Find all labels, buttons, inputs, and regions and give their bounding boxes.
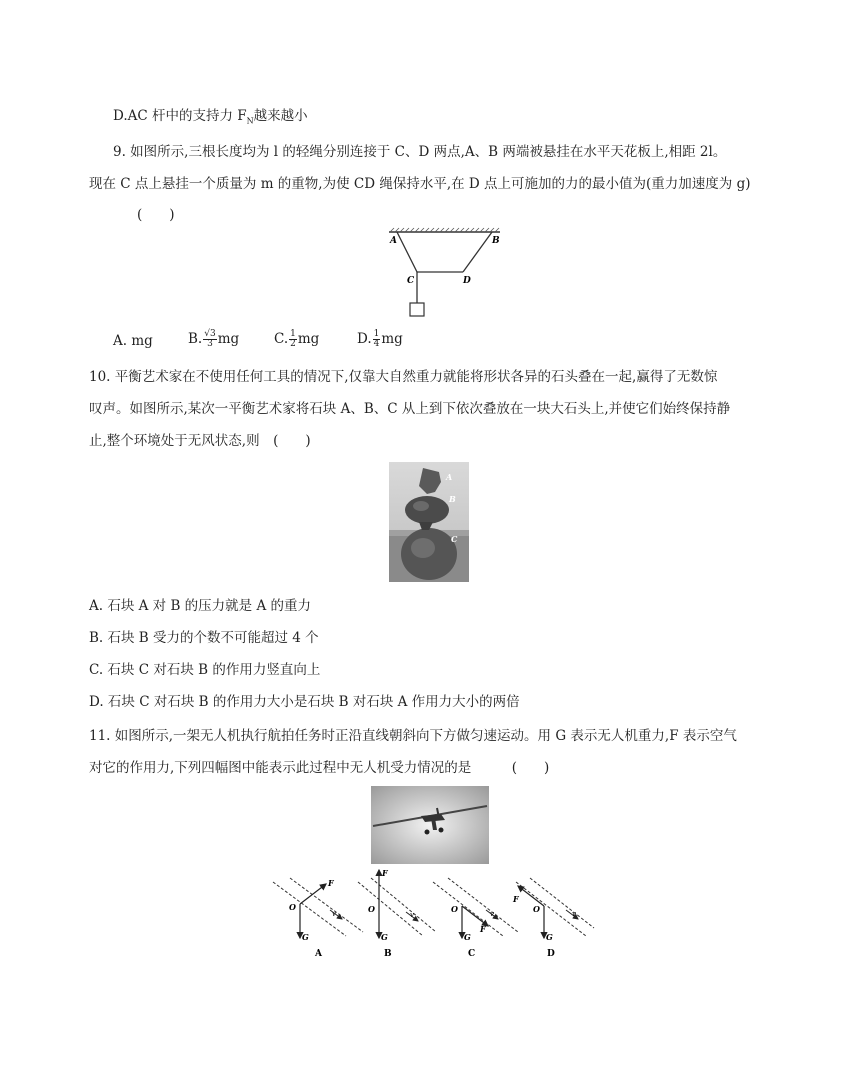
q9-stem-line2: 现在 C 点上悬挂一个质量为 m 的重物,为使 CD 绳保持水平,在 D 点上可施加的力的最小值为(重力加速度为 g): [89, 176, 751, 192]
diagram-b: [358, 868, 436, 959]
label-g: G: [464, 932, 471, 942]
label-g: G: [381, 932, 388, 942]
q11-drone-photo: [371, 786, 489, 864]
label-f: F: [328, 878, 334, 888]
diagram-c: [433, 878, 518, 959]
q10-stem-line1: 10. 平衡艺术家在不使用任何工具的情况下,仅靠大自然重力就能将形状各异的石头叠在一起,赢得了无数惊: [89, 369, 718, 385]
label-b: B: [449, 494, 456, 504]
label-c: C: [407, 276, 415, 286]
q9-option-c-fraction: [289, 330, 297, 349]
q9-option-b-prefix: B.: [188, 331, 203, 347]
q9-option-c-prefix: C.: [274, 331, 289, 347]
q8-option-d-text: D.AC 杆中的支持力 F: [113, 108, 247, 124]
label-c: C: [451, 534, 458, 544]
label-a: A: [446, 472, 453, 482]
q11-force-diagrams: [268, 866, 598, 960]
label-o: O: [451, 904, 458, 914]
label-diagram-d: D: [547, 949, 555, 959]
q9-rope-figure: [385, 226, 505, 321]
q10-stem-line3: 止,整个环境处于无风状态,则 ( ): [89, 433, 311, 449]
q11-stem-line1: 11. 如图所示,一架无人机执行航拍任务时正沿直线朝斜向下方做匀速运动。用 G 表示无人机重力,F 表示空气: [89, 728, 737, 744]
label-o: O: [289, 902, 296, 912]
label-v: v: [410, 911, 414, 919]
q9-option-d-suffix: mg: [381, 331, 403, 347]
label-g: G: [302, 932, 309, 942]
label-b: B: [492, 236, 500, 246]
q9-answer-blank: ( ): [137, 207, 175, 223]
label-o: O: [533, 904, 540, 914]
q8-option-d-subscript: N: [246, 116, 254, 126]
q10-option-b: B. 石块 B 受力的个数不可能超过 4 个: [89, 630, 319, 646]
q9-option-d: [357, 330, 403, 349]
q9-option-c: [274, 330, 319, 349]
q9-option-b: [188, 330, 239, 349]
label-f: F: [480, 924, 486, 934]
label-g: G: [546, 932, 553, 942]
fraction-numerator: 1: [373, 329, 380, 339]
q9-stem-line1: 9. 如图所示,三根长度均为 l 的轻绳分别连接于 C、D 两点,A、B 两端被悬挂在水平天花板上,相距 2l。: [113, 144, 727, 160]
q10-stone-photo: [389, 462, 469, 582]
q9-option-d-prefix: D.: [357, 331, 372, 347]
q9-option-d-fraction: [373, 330, 381, 349]
fraction-numerator: 1: [290, 329, 296, 339]
q9-option-c-suffix: mg: [297, 331, 320, 347]
label-v: v: [572, 910, 576, 918]
q9-option-b-suffix: mg: [217, 331, 240, 347]
label-f: F: [513, 894, 519, 904]
q8-option-d: [113, 107, 308, 131]
q10-option-a: A. 石块 A 对 B 的压力就是 A 的重力: [89, 598, 311, 614]
fraction-denominator: 2: [290, 339, 296, 349]
label-a: A: [390, 236, 397, 246]
label-v: v: [332, 910, 336, 918]
q9-option-b-fraction: [203, 330, 216, 349]
hanging-weight: [410, 303, 424, 316]
label-diagram-b: B: [384, 949, 392, 959]
label-o: O: [368, 904, 375, 914]
q11-stem-line2: 对它的作用力,下列四幅图中能表示此过程中无人机受力情况的是 ( ): [89, 760, 550, 776]
q10-option-d: D. 石块 C 对石块 B 的作用力大小是石块 B 对石块 A 作用力大小的两倍: [89, 694, 520, 710]
q8-option-d-tail: 越来越小: [253, 108, 308, 124]
label-diagram-c: C: [468, 949, 476, 959]
q9-option-a: A. mg: [113, 333, 153, 349]
diagram-d: [512, 878, 594, 959]
label-d: D: [463, 276, 471, 286]
fraction-denominator: 4: [373, 339, 380, 349]
fraction-numerator: √3: [204, 329, 216, 339]
diagram-a: [273, 878, 363, 959]
q10-option-c: C. 石块 C 对石块 B 的作用力竖直向上: [89, 662, 321, 678]
fraction-denominator: 3: [207, 339, 213, 349]
label-v: v: [490, 910, 494, 918]
stone-b: [405, 496, 449, 524]
label-f: F: [382, 868, 388, 878]
ropes: [397, 232, 492, 303]
label-diagram-a: A: [315, 949, 322, 959]
q10-stem-line2: 叹声。如图所示,某次一平衡艺术家将石块 A、B、C 从上到下依次叠放在一块大石头上,并使它们始终保持静: [89, 401, 731, 417]
